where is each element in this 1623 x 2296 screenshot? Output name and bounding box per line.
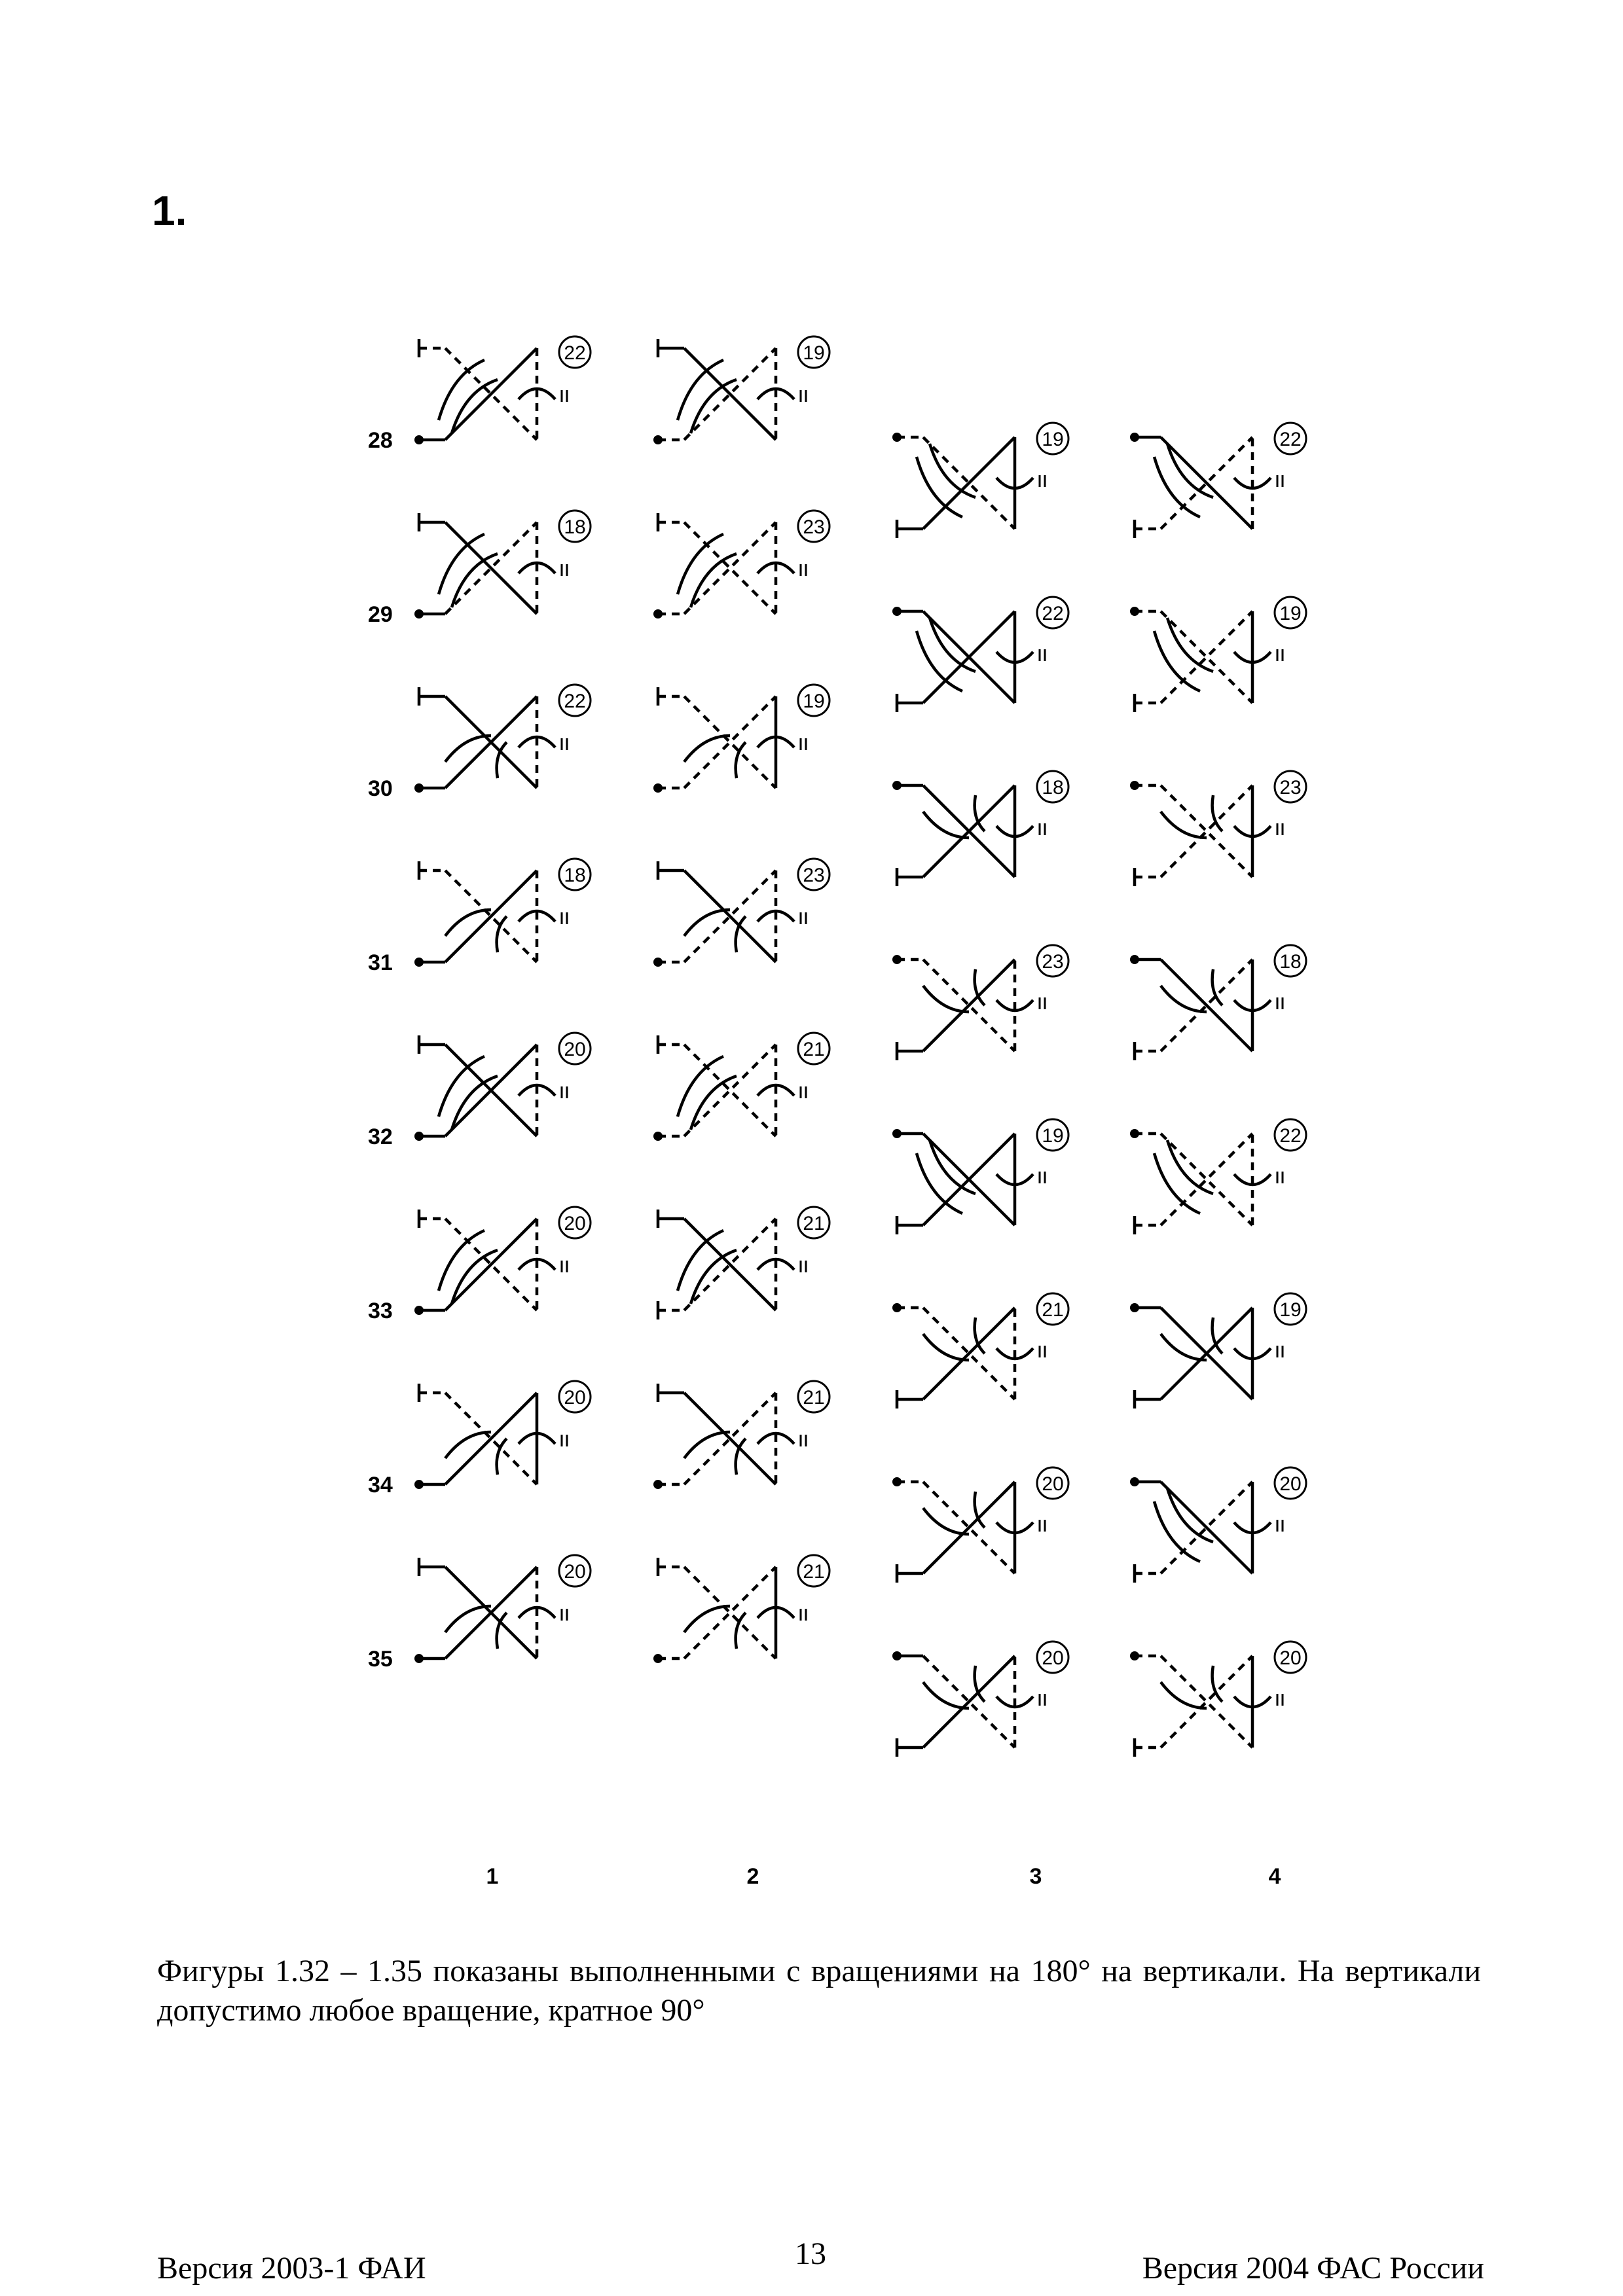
row-label: 35 [368, 1647, 393, 1672]
figure-col1-row7 [414, 1381, 591, 1489]
column-label: 4 [1268, 1864, 1281, 1889]
figure-number: 20 [564, 1561, 586, 1583]
figure-col3-row3 [892, 781, 1045, 886]
figure-col3-row6 [892, 1303, 1045, 1408]
figure-col3-row5 [892, 1129, 1045, 1234]
figure-col2-row8 [653, 1555, 830, 1663]
figure-col1-row6 [414, 1207, 591, 1315]
figure-number: 20 [564, 1387, 586, 1408]
row-label: 34 [368, 1473, 393, 1498]
figure-number: 18 [1279, 951, 1302, 973]
figure-number: 21 [803, 1213, 825, 1234]
figure-number: 20 [1042, 1647, 1064, 1669]
figure-col2-row7 [653, 1381, 830, 1489]
figure-number: 20 [564, 1039, 586, 1060]
row-label: 32 [368, 1124, 393, 1149]
figure-number: 23 [803, 516, 825, 538]
figure-col3-row7 [892, 1477, 1045, 1583]
row-label: 30 [368, 776, 393, 801]
footer-left: Версия 2003-1 ФАИ [157, 2251, 426, 2286]
figure-number: 19 [1042, 1125, 1064, 1147]
figure-col4-row2 [1130, 607, 1283, 712]
figure-col3-row1 [892, 433, 1045, 538]
section-number: 1. [152, 187, 187, 234]
figure-col1-row4 [414, 859, 591, 967]
figure-col1-row2 [414, 511, 591, 619]
figure-number: 19 [803, 342, 825, 364]
figure-number: 19 [1042, 429, 1064, 450]
figure-col3-row8 [892, 1651, 1045, 1757]
figure-number: 19 [803, 691, 825, 712]
row-label: 29 [368, 602, 393, 627]
figure-col4-row4 [1130, 955, 1283, 1060]
figure-number: 20 [1279, 1647, 1302, 1669]
figure-col4-row7 [1130, 1477, 1283, 1583]
figure-number: 21 [803, 1387, 825, 1408]
row-label: 28 [368, 428, 393, 453]
figure-number: 22 [1042, 603, 1064, 624]
figure-col2-row1 [653, 336, 830, 444]
figure-number: 23 [1042, 951, 1064, 973]
figure-number: 21 [803, 1039, 825, 1060]
figure-col1-row3 [414, 685, 591, 793]
figure-col4-row1 [1130, 433, 1283, 538]
figure-number: 23 [1279, 777, 1302, 798]
figure-col1-row8 [414, 1555, 591, 1663]
figure-number: 20 [564, 1213, 586, 1234]
column-label: 1 [486, 1864, 499, 1889]
column-label: 3 [1029, 1864, 1042, 1889]
figure-col3-row2 [892, 607, 1045, 712]
figure-number: 18 [564, 865, 586, 886]
figure-number: 19 [1279, 1299, 1302, 1321]
figure-number: 20 [1042, 1473, 1064, 1495]
figure-number: 18 [564, 516, 586, 538]
figure-col2-row2 [653, 511, 830, 619]
figure-col1-row5 [414, 1033, 591, 1141]
figure-col3-row4 [892, 955, 1045, 1060]
figure-col4-row3 [1130, 781, 1283, 886]
page-number: 13 [795, 2236, 826, 2271]
figure-caption: Фигуры 1.32 – 1.35 показаны выполненными с вращениями на 180° на вертикали. На вертикали допустимо любое вращение, кратное 90° [157, 1954, 1481, 2028]
figure-number: 22 [1279, 1125, 1302, 1147]
footer-right: Версия 2004 ФАС России [1142, 2251, 1484, 2286]
figure-number: 21 [803, 1561, 825, 1583]
figure-col4-row8 [1130, 1651, 1283, 1757]
figure-col2-row3 [653, 685, 830, 793]
figure-col2-row5 [653, 1033, 830, 1141]
figure-number: 22 [1279, 429, 1302, 450]
figure-col1-row1 [414, 336, 591, 444]
figure-col2-row4 [653, 859, 830, 967]
row-label: 33 [368, 1299, 393, 1323]
figure-number: 18 [1042, 777, 1064, 798]
figure-col4-row6 [1130, 1303, 1283, 1408]
figure-number: 23 [803, 865, 825, 886]
figure-number: 21 [1042, 1299, 1064, 1321]
figure-col4-row5 [1130, 1129, 1283, 1234]
figure-number: 22 [564, 691, 586, 712]
figure-number: 19 [1279, 603, 1302, 624]
figure-number: 22 [564, 342, 586, 364]
figure-col2-row6 [658, 1207, 830, 1319]
figure-number: 20 [1279, 1473, 1302, 1495]
column-label: 2 [746, 1864, 759, 1889]
row-label: 31 [368, 950, 393, 975]
